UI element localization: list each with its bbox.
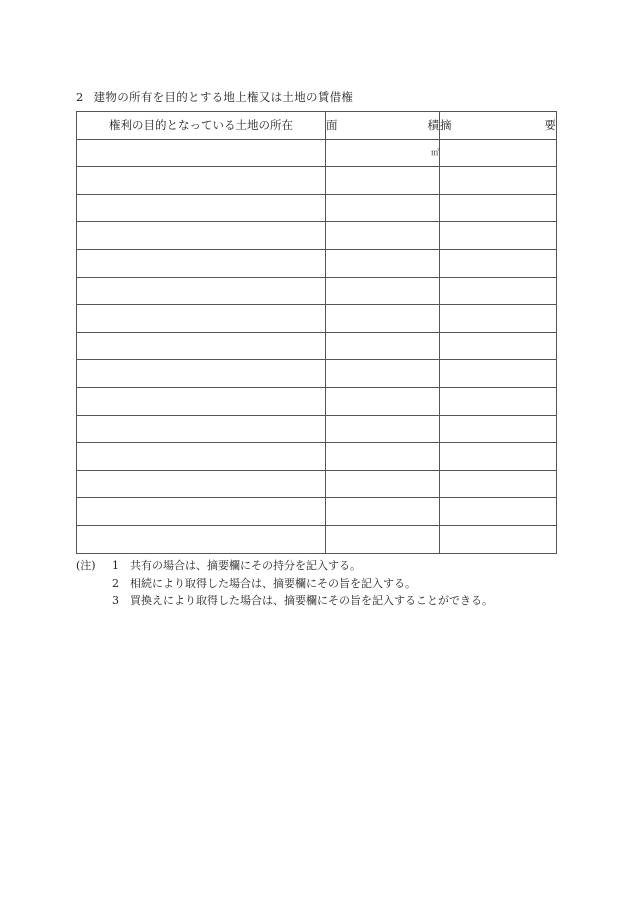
area-unit: ㎡ (431, 147, 439, 157)
remarks-cell (440, 139, 557, 167)
area-cell (326, 525, 440, 553)
location-cell (77, 332, 326, 360)
area-cell (326, 249, 440, 277)
area-cell (326, 167, 440, 195)
location-cell (77, 277, 326, 305)
location-cell (77, 387, 326, 415)
remarks-cell (440, 194, 557, 222)
remarks-cell (440, 360, 557, 388)
table-row (77, 194, 557, 222)
remarks-cell (440, 277, 557, 305)
table-row (77, 277, 557, 305)
note-number: 1 (112, 559, 119, 572)
location-cell (77, 222, 326, 250)
note-text: 相続により取得した場合は、摘要欄にその旨を記入する。 (130, 576, 416, 590)
remarks-cell (440, 249, 557, 277)
location-cell (77, 139, 326, 167)
table-header-row (77, 112, 557, 140)
table-row (77, 415, 557, 443)
location-cell (77, 498, 326, 526)
table-row (77, 167, 557, 195)
remarks-cell (440, 387, 557, 415)
remarks-cell (440, 470, 557, 498)
location-cell (77, 249, 326, 277)
table-row (77, 443, 557, 471)
table-row (77, 305, 557, 333)
area-cell (326, 360, 440, 388)
location-cell (77, 360, 326, 388)
remarks-cell (440, 305, 557, 333)
notes-label: (注) (76, 559, 96, 572)
location-cell (77, 443, 326, 471)
location-cell (77, 415, 326, 443)
table-row (77, 387, 557, 415)
area-cell (326, 443, 440, 471)
note-item (76, 592, 493, 610)
area-cell (326, 498, 440, 526)
table-row (77, 498, 557, 526)
table-row (77, 249, 557, 277)
remarks-cell (440, 222, 557, 250)
header-remarks-char-2: 要 (544, 118, 556, 133)
area-cell (326, 277, 440, 305)
remarks-cell (440, 443, 557, 471)
remarks-cell (440, 498, 557, 526)
location-cell (77, 167, 326, 195)
header-remarks (440, 112, 557, 140)
section-title (76, 89, 353, 105)
area-cell (326, 222, 440, 250)
header-area-char-1: 面 (326, 118, 338, 133)
location-cell (77, 305, 326, 333)
area-cell (326, 194, 440, 222)
area-cell (326, 470, 440, 498)
table-row (77, 360, 557, 388)
note-number: 2 (112, 576, 119, 590)
note-number: 3 (112, 594, 119, 607)
area-cell (326, 139, 440, 167)
location-cell (77, 525, 326, 553)
remarks-cell (440, 525, 557, 553)
section-title-text: 建物の所有を目的とする地上権又は土地の賃借権 (93, 90, 354, 104)
header-area-char-2: 積 (427, 118, 439, 133)
area-cell (326, 387, 440, 415)
table-body (77, 139, 557, 553)
notes (76, 557, 493, 610)
note-item (76, 557, 493, 575)
remarks-cell (440, 332, 557, 360)
table-row (77, 222, 557, 250)
table-row (77, 525, 557, 553)
header-area (326, 112, 440, 140)
note-item (76, 575, 493, 593)
table-row (77, 139, 557, 167)
remarks-cell (440, 415, 557, 443)
remarks-cell (440, 167, 557, 195)
section-number: 2 (76, 90, 84, 104)
area-cell (326, 305, 440, 333)
header-location: 権利の目的となっている土地の所在 (77, 112, 326, 140)
location-cell (77, 470, 326, 498)
area-cell (326, 415, 440, 443)
note-text: 買換えにより取得した場合は、摘要欄にその旨を記入することができる。 (130, 594, 493, 607)
table-row (77, 332, 557, 360)
table-row (77, 470, 557, 498)
header-remarks-char-1: 摘 (440, 118, 452, 133)
location-cell (77, 194, 326, 222)
note-text: 共有の場合は、摘要欄にその持分を記入する。 (130, 559, 361, 572)
area-cell (326, 332, 440, 360)
land-rights-table (76, 111, 557, 554)
